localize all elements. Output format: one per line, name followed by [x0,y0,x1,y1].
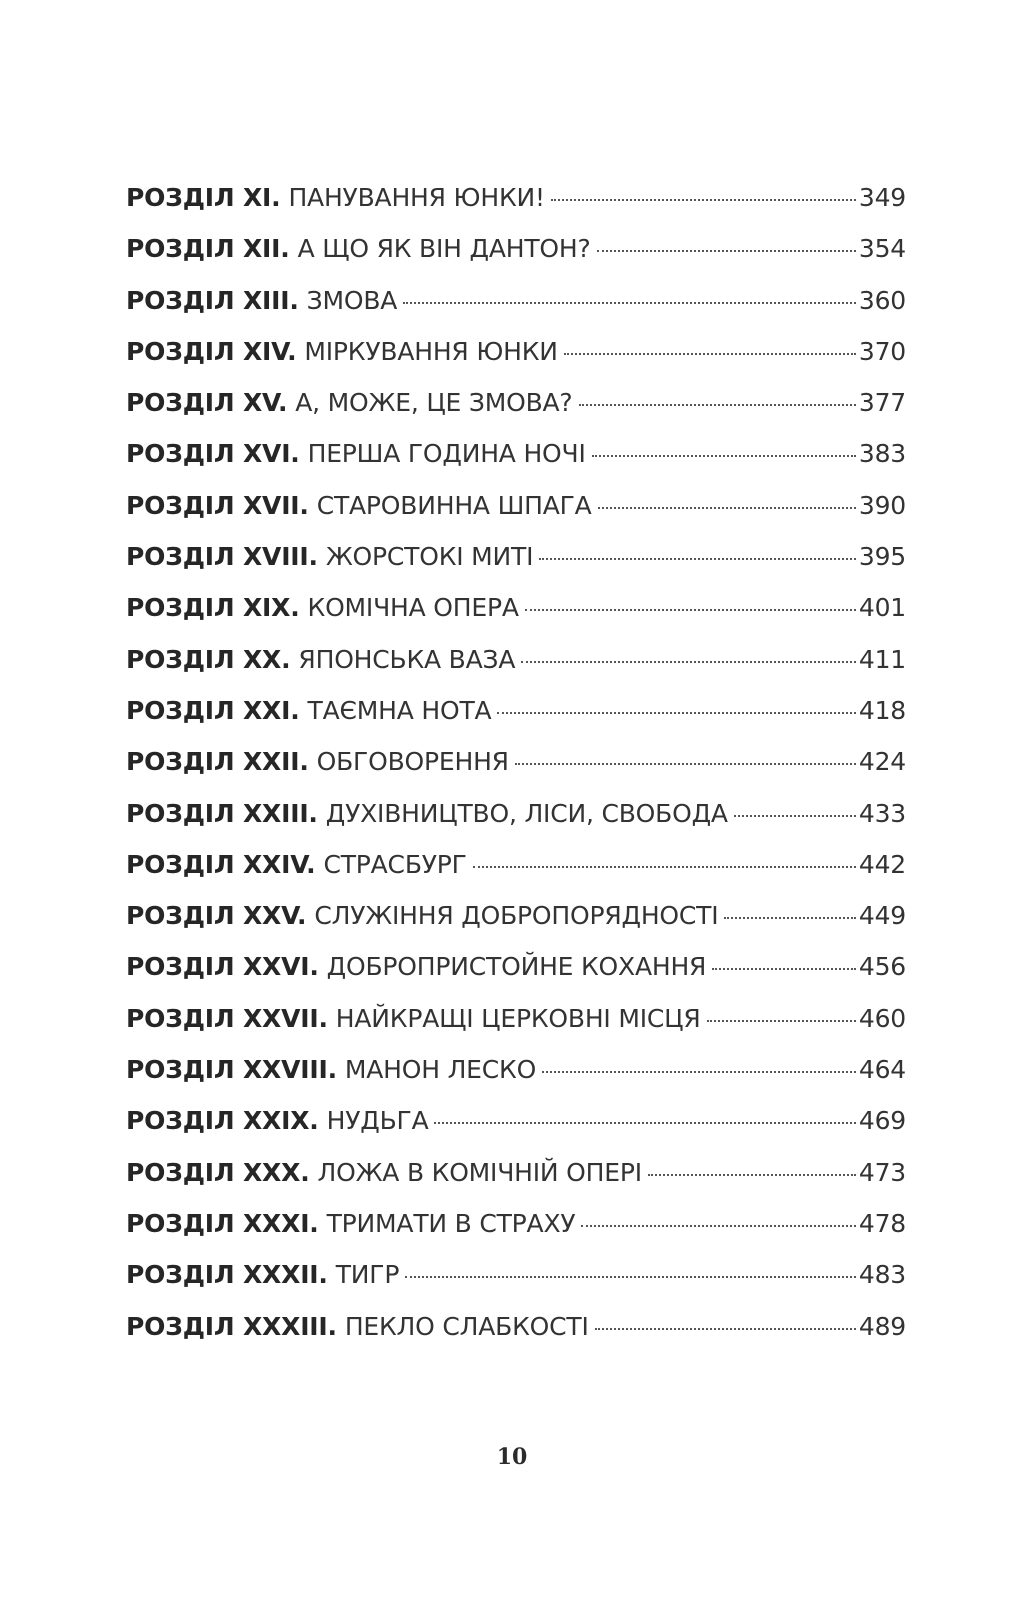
dot-leader [592,455,856,457]
toc-entry [126,947,906,998]
chapter-number: РОЗДІЛ XXXII. [126,1260,328,1290]
page-number: 10 [496,1444,528,1470]
chapter-title: НАЙКРАЩІ ЦЕРКОВНІ МІСЦЯ [335,1003,701,1033]
dot-leader [595,1328,856,1330]
chapter-page-ref: 433 [858,798,906,828]
table-of-contents [126,178,906,1358]
toc-entry [126,691,906,742]
dot-leader [542,1071,856,1073]
chapter-number: РОЗДІЛ XXVII. [126,1003,328,1033]
chapter-number: РОЗДІЛ XXI. [126,695,300,725]
chapter-number: РОЗДІЛ XII. [126,234,290,264]
toc-entry [126,588,906,639]
chapter-number: РОЗДІЛ XXV. [126,901,307,931]
dot-leader [497,712,855,714]
toc-entry [126,1204,906,1255]
chapter-page-ref: 360 [858,285,906,315]
chapter-page-ref: 349 [858,183,906,212]
chapter-title: МІРКУВАННЯ ЮНКИ [304,336,558,366]
toc-entry [126,896,906,947]
chapter-number: РОЗДІЛ XXIX. [126,1106,319,1136]
chapter-title: СЛУЖІННЯ ДОБРОПОРЯДНОСТІ [314,901,719,931]
chapter-title: ЯПОНСЬКА ВАЗА [298,644,516,674]
toc-entry [126,383,906,434]
chapter-number: РОЗДІЛ XIV. [126,336,297,366]
chapter-title: А, МОЖЕ, ЦЕ ЗМОВА? [295,388,573,418]
toc-entry [126,537,906,588]
chapter-number: РОЗДІЛ XXXI. [126,1208,319,1238]
toc-entry [126,1101,906,1152]
chapter-title: ТРИМАТИ В СТРАХУ [326,1208,576,1238]
chapter-number: РОЗДІЛ XVIII. [126,542,318,572]
chapter-page-ref: 456 [858,952,906,982]
dot-leader [579,404,856,406]
chapter-number: РОЗДІЛ XXX. [126,1157,310,1187]
chapter-page-ref: 370 [858,336,906,366]
chapter-number: РОЗДІЛ XXII. [126,747,309,777]
toc-entry [126,1255,906,1306]
chapter-number: РОЗДІЛ XVII. [126,490,309,520]
chapter-number: РОЗДІЛ XXXIII. [126,1311,337,1341]
dot-leader [551,199,856,201]
dot-leader [712,968,856,970]
chapter-number: РОЗДІЛ XIII. [126,285,299,315]
chapter-number: РОЗДІЛ XXIII. [126,798,318,828]
chapter-title: СТАРОВИННА ШПАГА [316,490,592,520]
chapter-page-ref: 418 [858,695,906,725]
chapter-number: РОЗДІЛ XXVIII. [126,1055,337,1085]
dot-leader [581,1225,855,1227]
chapter-title: ЗМОВА [306,285,398,315]
chapter-title: ПЕРША ГОДИНА НОЧІ [307,439,586,469]
toc-entry [126,999,906,1050]
chapter-title: МАНОН ЛЕСКО [344,1055,537,1085]
chapter-page-ref: 469 [858,1106,906,1136]
chapter-page-ref: 401 [858,593,906,623]
chapter-page-ref: 460 [858,1003,906,1033]
chapter-page-ref: 390 [858,490,906,520]
toc-entry [126,640,906,691]
dot-leader [734,815,856,817]
toc-entry [126,434,906,485]
dot-leader [473,866,856,868]
dot-leader [405,1276,856,1278]
chapter-title: ЖОРСТОКІ МИТІ [325,542,534,572]
chapter-title: НУДЬГА [326,1106,429,1136]
dot-leader [539,558,856,560]
chapter-page-ref: 424 [858,747,906,777]
toc-entry [126,178,906,229]
toc-entry [126,332,906,383]
dot-leader [598,507,856,509]
toc-entry [126,742,906,793]
dot-leader [521,661,856,663]
chapter-page-ref: 473 [858,1157,906,1187]
dot-leader [597,250,856,252]
chapter-title: А ЩО ЯК ВІН ДАНТОН? [297,234,591,264]
chapter-number: РОЗДІЛ XXIV. [126,849,316,879]
dot-leader [564,353,856,355]
chapter-number: РОЗДІЛ XVI. [126,439,300,469]
chapter-number: РОЗДІЛ XV. [126,388,288,418]
toc-entry [126,486,906,537]
toc-entry [126,281,906,332]
chapter-page-ref: 383 [858,439,906,469]
chapter-title: КОМІЧНА ОПЕРА [307,593,519,623]
chapter-number: РОЗДІЛ XIX. [126,593,300,623]
chapter-page-ref: 377 [858,388,906,418]
chapter-title: ТИГР [335,1260,400,1290]
dot-leader [707,1020,856,1022]
chapter-number: РОЗДІЛ XI. [126,183,281,212]
chapter-page-ref: 478 [858,1208,906,1238]
toc-entry [126,794,906,845]
chapter-page-ref: 483 [858,1260,906,1290]
toc-entry [126,1307,906,1358]
chapter-title: СТРАСБУРГ [323,849,467,879]
chapter-number: РОЗДІЛ XX. [126,644,291,674]
chapter-title: ТАЄМНА НОТА [307,695,492,725]
chapter-page-ref: 395 [858,542,906,572]
chapter-title: ДОБРОПРИСТОЙНЕ КОХАННЯ [326,952,707,982]
dot-leader [648,1174,856,1176]
chapter-title: ПАНУВАННЯ ЮНКИ! [288,183,545,212]
chapter-page-ref: 489 [858,1311,906,1341]
dot-leader [525,609,856,611]
chapter-title: ОБГОВОРЕННЯ [316,747,509,777]
toc-entry [126,845,906,896]
chapter-page-ref: 442 [858,849,906,879]
chapter-page-ref: 449 [858,901,906,931]
toc-entry [126,229,906,280]
chapter-page-ref: 354 [858,234,906,264]
chapter-page-ref: 464 [858,1055,906,1085]
chapter-title: ДУХІВНИЦТВО, ЛІСИ, СВОБОДА [325,798,728,828]
dot-leader [403,302,856,304]
dot-leader [724,917,855,919]
chapter-title: ЛОЖА В КОМІЧНІЙ ОПЕРІ [317,1157,642,1187]
chapter-title: ПЕКЛО СЛАБКОСТІ [344,1311,589,1341]
dot-leader [515,763,856,765]
dot-leader [434,1122,855,1124]
toc-entry [126,1050,906,1101]
chapter-page-ref: 411 [858,644,906,674]
toc-entry [126,1153,906,1204]
chapter-number: РОЗДІЛ XXVI. [126,952,319,982]
